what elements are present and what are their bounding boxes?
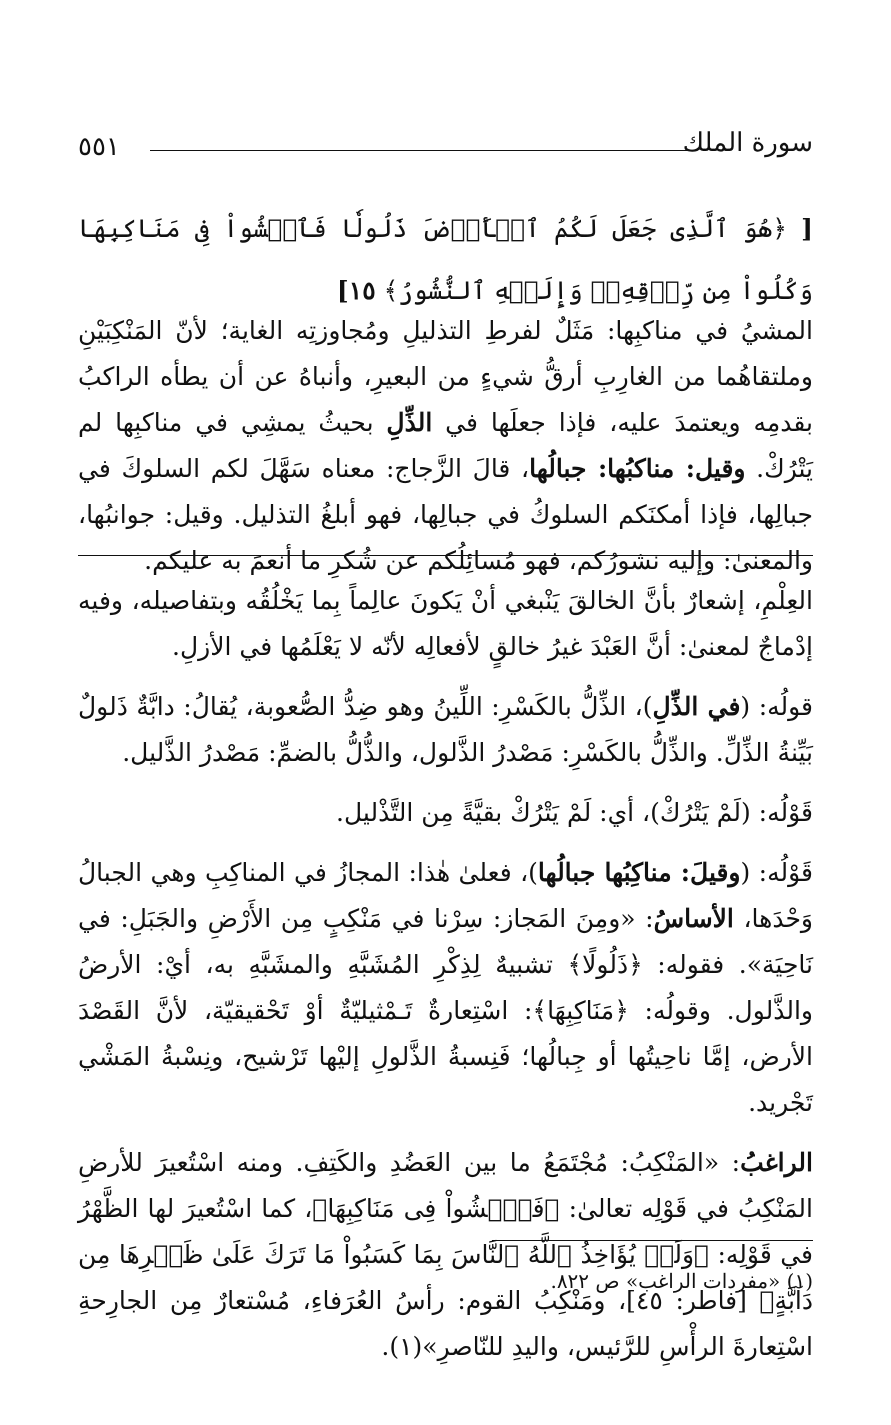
gloss-paragraph [78,578,813,670]
commentary-segment: المشيُ في مناكبِها: مَثَلٌ لفرطِ التذليلِ ومُجاوزتِه الغاية؛ لأنّ المَنْكِبَيْنِ وملتقاهُما من الغارِبِ أرقُّ شيءٍ من البعيرِ، وأنباهُ عن أن يطأه الراكبُ بقدمِه ويعتمدَ عليه، فإذا جعلَها في [78,316,813,437]
gloss-segment: )، الذِّلُّ بالكَسْرِ: اللِّينُ وهو ضِدُّ الصُّعوبة، يُقالُ: دابَّةٌ ذَلولٌ بَيِّنةُ الذِّلِّ. والذِّلُّ بالكَسْرِ: مَصْدرُ الذَّلول، والذُّلُّ بالضمِّ: مَصْدرُ الذَّليل. [78,692,813,767]
gloss-segment: قولُه: ( [740,692,814,721]
gloss-paragraph [78,850,813,1126]
gloss-segment: في الذِّلِ [652,692,741,721]
commentary-segment: وقيل: مناكبُها: جبالُها [529,454,746,483]
footnote: (١) «مفردات الراغب» ص ٨٢٢. [550,1269,813,1293]
verse-text: ﴿هُوَ ٱلَّذِى جَعَلَ لَكُمُ ٱلۡأَرۡضَ ذَلُولٗا فَٱمۡشُواْ فِى مَنَاكِبِهَا وَكُلُواْ مِن رِّزۡقِهِۦۖ وَإِلَيۡهِ ٱلنُّشُورُ﴾ [78,214,813,305]
gloss-segment: لَمْ يَتْرُكْ [659,798,741,827]
gloss-segment: . [381,1332,390,1361]
page-number: ٥٥١ [78,132,120,162]
commentary-segment: ، قالَ الزَّجاج: معناه سَهَّلَ لكم السلوكَ في جبالِها، فإذا أمكنَكم السلوكُ في جبالِها، فهو أبلغُ التذليل. وقيل: جوانبُها، والمعنىٰ: وإليه نشورُكم، فهو مُسائِلُكم عن شُكرِ ما أنعمَ به عليكم. [78,454,813,575]
verse-reference: ١٥] [336,276,376,305]
footnote-rule [492,1240,813,1241]
gloss-paragraph [78,790,813,836]
gloss-segment: : «ومِنَ المَجاز: سِرْنا في مَنْكِبٍ مِن الأَرْضِ والجَبَلِ: في نَاحِيَة». فقوله: ﴿ذَلُولًا﴾ تشبيهٌ لِذِكْرِ المُشَبَّهِ والمشَبَّهِ به، أيْ: الأرضُ والذَّلول. وقولُه: ﴿مَنَاكِبِهَا﴾: اسْتِعارةٌ تَـمْثيليّةٌ أوْ تَحْقيقيّة، لأنَّ القَصْدَ الأرض، إمَّا ناحِيتُها أو جِبالُها؛ فَنِسبةُ الذَّلولِ إليْها تَرْشيح، ونِسْبةُ المَشْي تَجْريد. [78,904,813,1117]
commentary-text [78,308,813,584]
gloss-segment: )، أي: لَمْ يَتْرُكْ بقيَّةً مِن التَّذْليل. [336,798,660,827]
verse-open-bracket: [ [801,214,813,243]
gloss-segment: الراغبُ [740,1148,813,1177]
gloss-segment: (١) [389,1332,423,1361]
gloss-segment: قَوْلُه: ( [740,858,813,887]
page-header [78,128,813,168]
gloss-segment: )، فعلىٰ هٰذا: المجازُ في المناكِبِ وهي الجبالُ وَحْدَها، [78,858,814,933]
gloss-segment: : «المَنْكِبُ: مُجْتَمَعُ ما بين العَضُدِ والكَتِفِ. ومنه اسْتُعيرَ للأرضِ المَنْكِبُ في قَوْلِه تعالىٰ: ﴿فَٱمۡشُواْ فِى مَنَاكِبِهَا﴾، كما اسْتُعيرَ لها الظَّهْرُ في قَوْلِه: ﴿وَلَوۡ يُؤَاخِذُ ٱللَّهُ ٱلنَّاسَ بِمَا كَسَبُواْ مَا تَرَكَ عَلَىٰ ظَهۡرِهَا مِن دَآبَّةٍ﴾ [فاطر: ٤٥]، ومَنْكِبُ القوم: رأسُ العُرَفاءِ، مُسْتعارٌ مِن الجارِحةِ اسْتِعارةَ الرأْسِ للرَّئيس، واليدِ للنّاصرِ» [78,1148,814,1361]
gloss-paragraph [78,684,813,776]
commentary-paragraph [78,308,813,584]
gloss-text [78,578,813,1370]
header-rule [150,150,693,151]
commentary-segment: الذِّلِ [386,408,433,437]
commentary-divider [78,555,813,556]
gloss-paragraph [78,1140,813,1370]
gloss-segment: الأساسُ [653,904,734,933]
gloss-segment: العِلْمِ، إشعارٌ بأنَّ الخالقَ يَنْبغي أنْ يَكونَ عالِماً بِما يَخْلُقُه وبتفاصيله، وفيه إدْماجٌ لمعنىٰ: أنَّ العَبْدَ غيرُ خالقٍ لأفعالِه لأنّه لا يَعْلَمُها في الأزلِ. [78,586,813,661]
gloss-segment: وقيلَ: مناكِبُها جبالُها [537,858,741,887]
commentary-segment: بحيثُ يمشِي في مناكبِها لم يَتْرُكْ. [78,408,814,483]
surah-title: سورة الملك [682,128,813,158]
gloss-segment: قَوْلُه: ( [740,798,813,827]
quran-verse [78,198,813,322]
